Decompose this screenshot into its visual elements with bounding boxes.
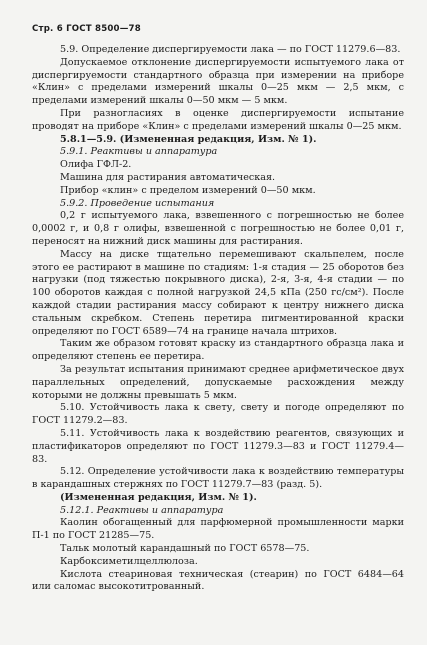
paragraph: 5.9.1. Реактивы и аппаратура — [60, 146, 218, 158]
paragraph: Допускаемое отклонение диспергируемости испытуемого лака от диспергируемости стандартного образца при измерении на приборе «Клин» с пределами измерений шкалы 0—25 мкм — 2,5 мкм, с пределами измерений шкалы 0—50 мкм — 5 мкм. — [32, 56, 404, 107]
paragraph: Каолин обогащенный для парфюмерной промышленности марки П-1 по ГОСТ 21285—75. — [32, 517, 404, 542]
paragraph: 5.9. Определение диспергируемости лака — по ГОСТ 11279.6—83. — [60, 44, 401, 55]
paragraph: Карбоксиметилцеллюлоза. — [60, 555, 198, 567]
paragraph: Массу на диске тщательно перемешивают скальпелем, после этого ее растирают в машине по стадиям: 1-я стадия — 25 оборотов без нагрузки (под тяжестью покрывного диска), 2-я, 3-я, 4-я стадии — по 100 оборотов каждая с полной нагрузкой 24,5 кПа (250 гс/см²). После каждой стадии растирания массу собирают к центру нижнего диска стальным скребком. Степень перетира пигментированной краски определяют по ГОСТ 6589—74 на границе начала штрихов. — [32, 248, 404, 337]
paragraph: Олифа ГФЛ-2. — [60, 159, 132, 171]
paragraph: При разногласиях в оценке диспергируемости испытание проводят на приборе «Клин» с пределами измерений шкалы 0—25 мкм. — [32, 107, 404, 132]
document-body — [32, 44, 404, 594]
page-header: Стр. 6 ГОСТ 8500—78 — [32, 24, 141, 34]
paragraph: 0,2 г испытуемого лака, взвешенного с погрешностью не более 0,0002 г, и 0,8 г олифы, взвешенной с погрешностью не более 0,01 г, переносят на нижний диск машины для растирания. — [32, 210, 404, 247]
paragraph: 5.9.2. Проведение испытания — [60, 197, 215, 209]
paragraph: 5.10. Устойчивость лака к свету, свету и погоде определяют по ГОСТ 11279.2—83. — [32, 402, 404, 427]
paragraph: 5.11. Устойчивость лака к воздействию реагентов, связующих и пластификаторов определяют по ГОСТ 11279.3—83 и ГОСТ 11279.4—83. — [32, 427, 404, 465]
paragraph: Кислота стеариновая техническая (стеарин) по ГОСТ 6484—64 или саломас высокотитрованный. — [32, 568, 404, 593]
paragraph: За результат испытания принимают среднее арифметическое двух параллельных определений, допускаемые расхождения между которыми не должны превышать 5 мкм. — [32, 363, 404, 401]
paragraph: 5.8.1—5.9. (Измененная редакция, Изм. № 1). — [60, 133, 317, 145]
paragraph: Прибор «клин» с пределом измерений 0—50 мкм. — [60, 184, 316, 196]
paragraph: 5.12. Определение устойчивости лака к воздействию температуры в карандашных стержнях по ГОСТ 11279.7—83 (разд. 5). — [32, 466, 404, 491]
paragraph: (Измененная редакция, Изм. № 1). — [60, 491, 257, 503]
paragraph: Тальк молотый карандашный по ГОСТ 6578—75. — [60, 543, 310, 555]
paragraph: Машина для растирания автоматическая. — [60, 171, 276, 183]
paragraph: 5.12.1. Реактивы и аппаратура — [60, 504, 224, 516]
paragraph: Таким же образом готовят краску из стандартного образца лака и определяют степень ее перетира. — [32, 338, 404, 363]
